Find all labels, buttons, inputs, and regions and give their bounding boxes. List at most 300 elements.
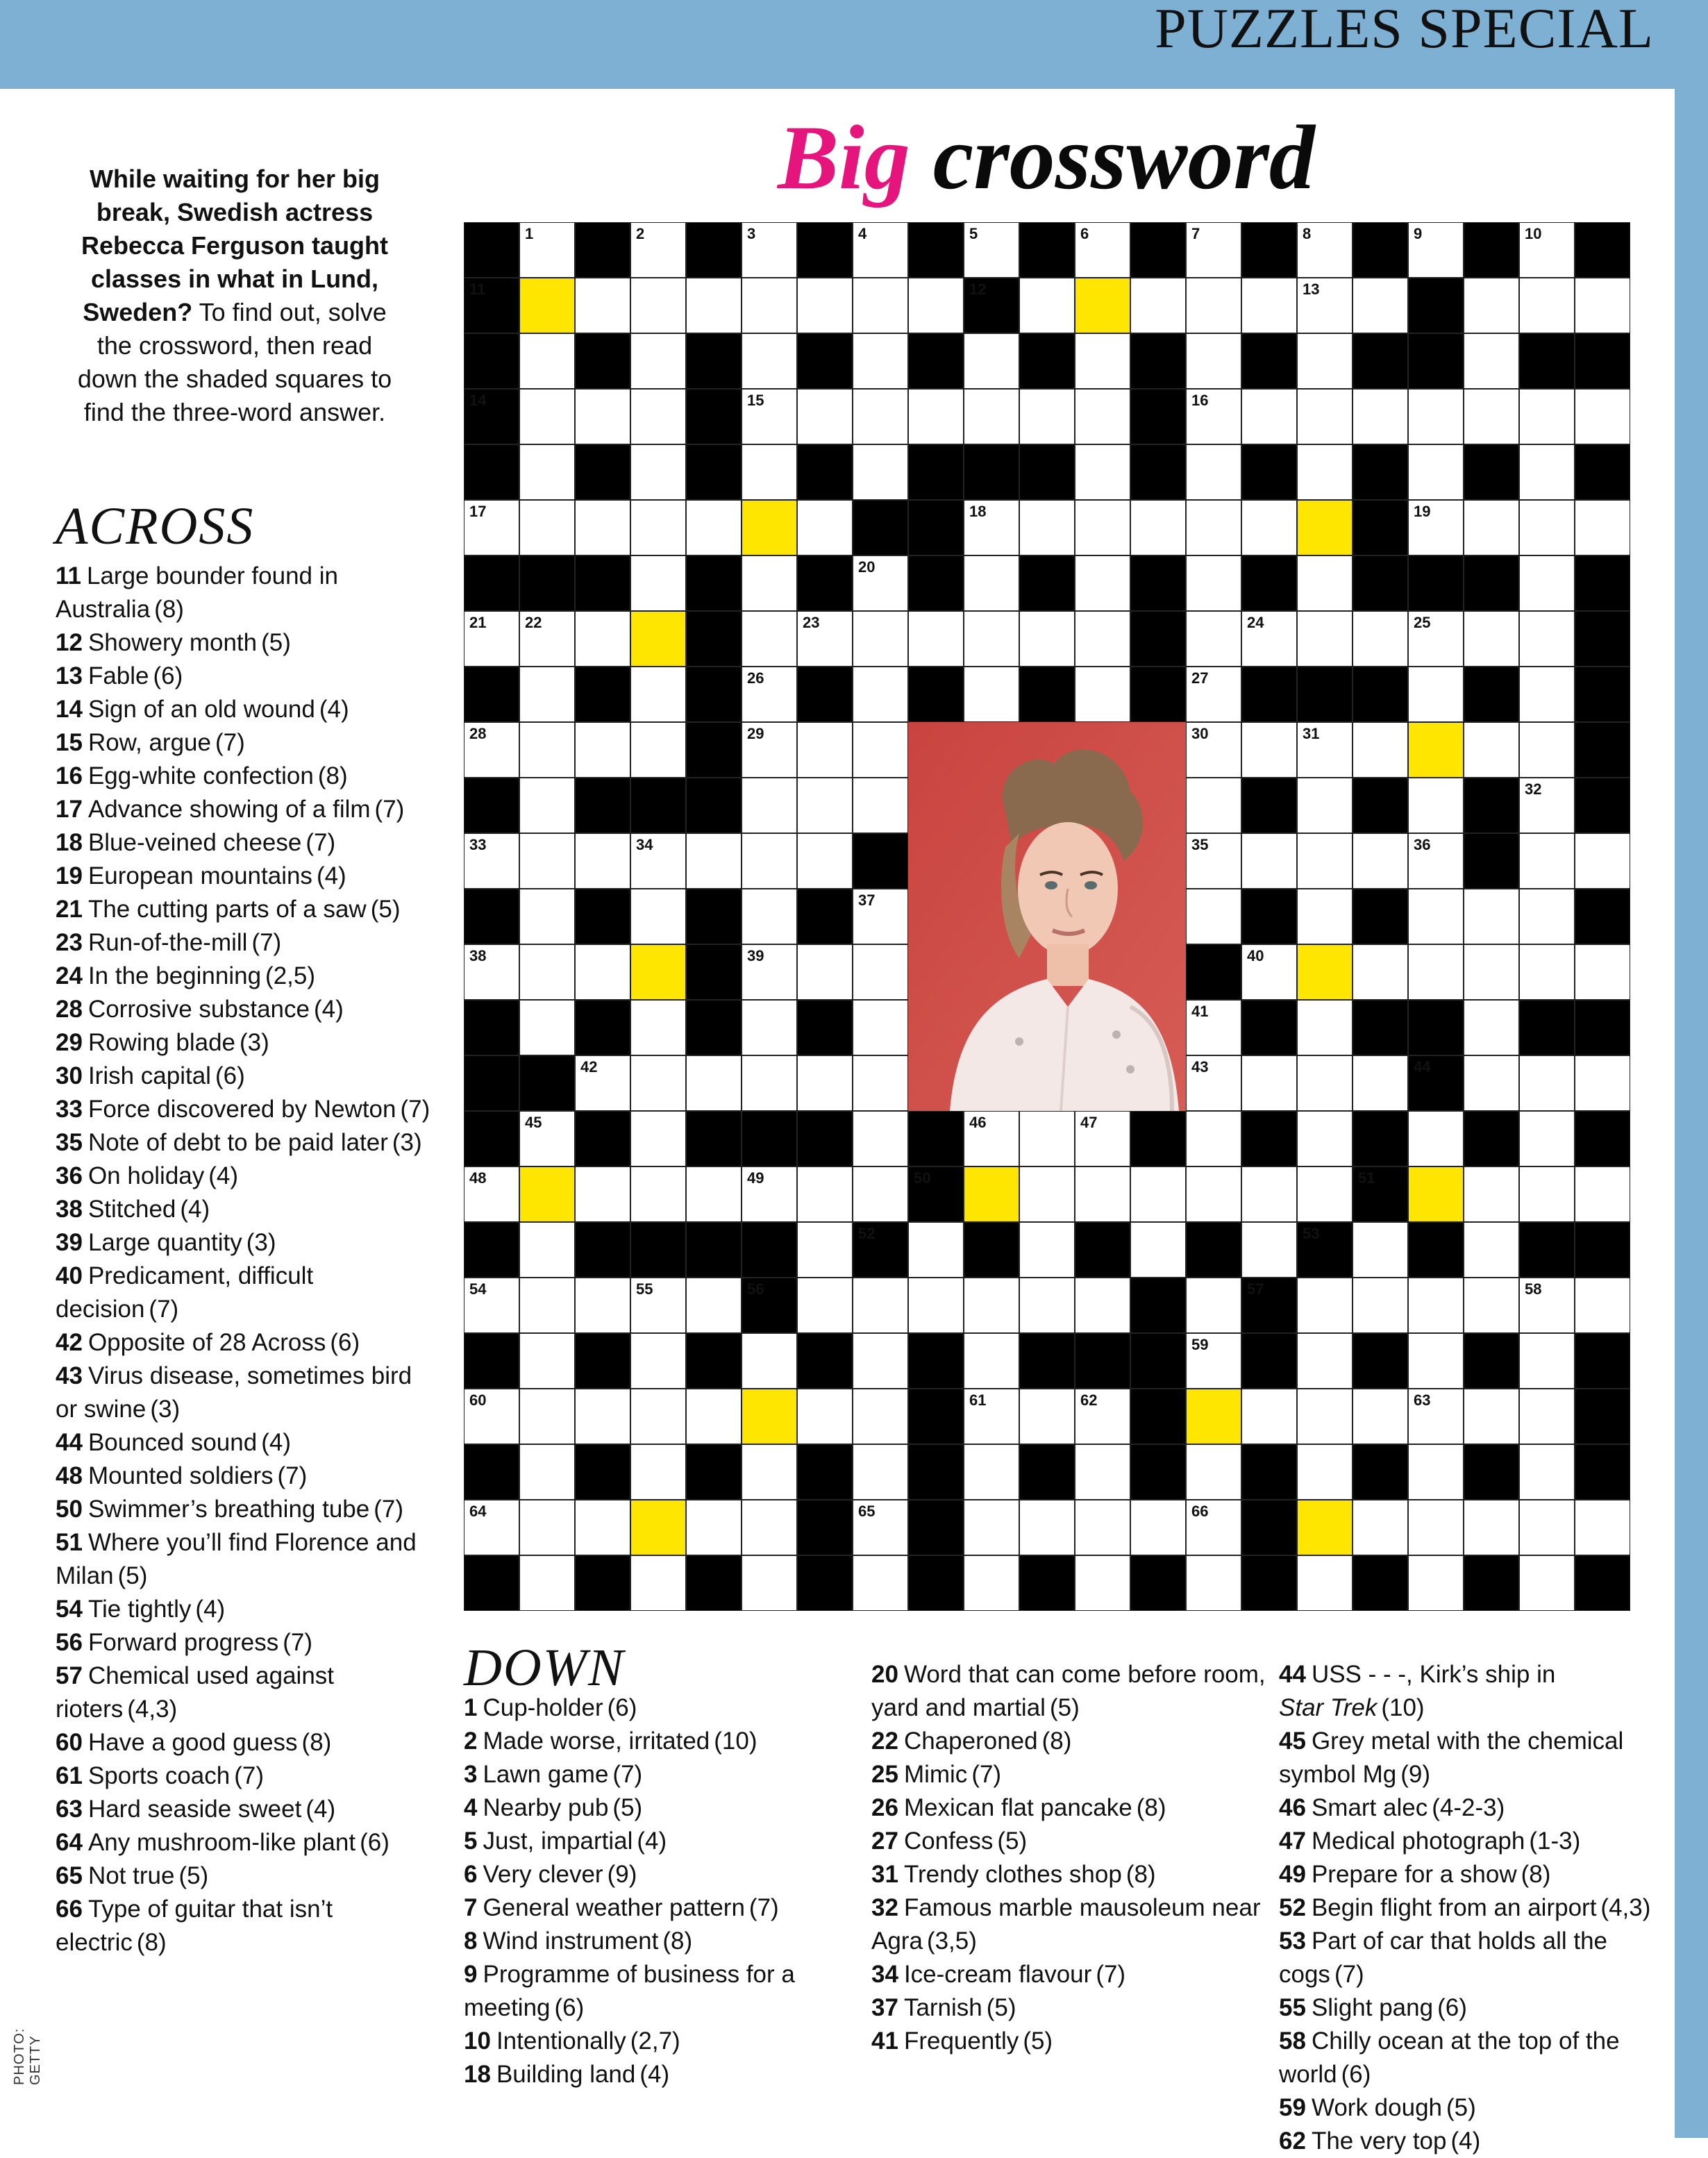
across-clue-list — [56, 560, 430, 1959]
clue-text: Word that can come before room, yard and martial — [871, 1661, 1266, 1721]
clue-number-label: 55 — [636, 1280, 653, 1298]
grid-cell[interactable] — [1130, 1222, 1186, 1278]
clue-text: Chaperoned — [903, 1728, 1038, 1755]
grid-cell[interactable] — [853, 1166, 908, 1222]
grid-cell[interactable] — [519, 1333, 575, 1389]
clue-enumeration: (4) — [316, 862, 346, 889]
grid-cell[interactable] — [519, 722, 575, 778]
grid-cell[interactable] — [1297, 833, 1353, 889]
grid-cell[interactable] — [742, 778, 797, 833]
grid-cell[interactable] — [1353, 389, 1408, 444]
grid-cell[interactable] — [1297, 1111, 1353, 1166]
grid-cell[interactable] — [742, 1555, 797, 1611]
grid-cell[interactable] — [686, 500, 742, 555]
grid-block — [1575, 889, 1630, 944]
grid-cell[interactable] — [1464, 1500, 1519, 1555]
clue-enumeration: (5) — [117, 1562, 148, 1589]
grid-cell[interactable] — [908, 1222, 964, 1278]
grid-cell[interactable] — [1519, 444, 1575, 500]
grid-cell[interactable] — [853, 444, 908, 500]
grid-cell[interactable] — [575, 1389, 630, 1444]
grid-cell[interactable] — [853, 333, 908, 389]
grid-cell[interactable] — [1075, 500, 1130, 555]
clue-number-label: 57 — [1247, 1280, 1264, 1298]
grid-cell[interactable] — [1241, 1166, 1297, 1222]
grid-cell[interactable] — [1575, 1166, 1630, 1222]
grid-cell[interactable] — [1519, 944, 1575, 1000]
grid-cell[interactable] — [1186, 1555, 1241, 1611]
grid-cell[interactable] — [1297, 611, 1353, 667]
clue-number: 43 — [56, 1362, 83, 1389]
grid-cell[interactable] — [575, 722, 630, 778]
grid-cell[interactable] — [1464, 1389, 1519, 1444]
grid-cell[interactable] — [853, 1555, 908, 1611]
clue-text: Slight pang — [1311, 1994, 1434, 2021]
grid-cell[interactable] — [853, 778, 908, 833]
clue-item — [56, 860, 430, 893]
grid-cell[interactable] — [1186, 1444, 1241, 1500]
grid-cell[interactable] — [519, 667, 575, 722]
grid-block — [908, 555, 964, 611]
grid-cell[interactable] — [1408, 1278, 1464, 1333]
grid-cell[interactable] — [575, 1500, 630, 1555]
grid-cell[interactable] — [630, 667, 686, 722]
grid-cell[interactable] — [1297, 555, 1353, 611]
grid-cell[interactable] — [1408, 389, 1464, 444]
grid-cell[interactable] — [1464, 889, 1519, 944]
grid-cell[interactable] — [1297, 1389, 1353, 1444]
grid-cell[interactable] — [1464, 1222, 1519, 1278]
grid-cell[interactable] — [1464, 278, 1519, 333]
grid-cell[interactable] — [853, 667, 908, 722]
grid-cell[interactable] — [1353, 1500, 1408, 1555]
grid-cell[interactable] — [742, 1444, 797, 1500]
grid-cell[interactable] — [1464, 1000, 1519, 1055]
grid-cell-shaded[interactable] — [1075, 278, 1130, 333]
clue-item — [871, 1858, 1274, 1891]
grid-cell[interactable] — [1075, 1500, 1130, 1555]
grid-cell[interactable] — [1186, 444, 1241, 500]
clue-number-label: 19 — [1414, 503, 1431, 520]
grid-cell[interactable] — [1297, 1333, 1353, 1389]
grid-cell[interactable] — [1297, 333, 1353, 389]
grid-cell[interactable] — [630, 1000, 686, 1055]
grid-cell[interactable] — [1353, 1278, 1408, 1333]
grid-cell[interactable] — [575, 833, 630, 889]
grid-cell[interactable] — [1519, 1055, 1575, 1111]
grid-cell[interactable] — [1408, 667, 1464, 722]
grid-cell[interactable] — [1297, 778, 1353, 833]
grid-cell-shaded[interactable] — [1297, 1500, 1353, 1555]
grid-cell[interactable] — [1575, 1278, 1630, 1333]
grid-cell[interactable] — [1464, 1055, 1519, 1111]
grid-cell[interactable] — [1130, 1500, 1186, 1555]
clue-number-label: 43 — [1191, 1058, 1209, 1076]
grid-cell[interactable] — [1408, 444, 1464, 500]
grid-cell[interactable] — [1464, 944, 1519, 1000]
grid-cell[interactable] — [964, 333, 1019, 389]
grid-cell[interactable] — [1019, 278, 1075, 333]
grid-cell[interactable] — [1130, 278, 1186, 333]
grid-cell[interactable] — [1297, 444, 1353, 500]
grid-cell[interactable] — [797, 833, 853, 889]
grid-cell[interactable] — [797, 1222, 853, 1278]
grid-cell[interactable] — [630, 1389, 686, 1444]
grid-cell[interactable] — [1519, 611, 1575, 667]
grid-cell[interactable] — [630, 1111, 686, 1166]
grid-cell[interactable] — [630, 389, 686, 444]
grid-cell[interactable] — [853, 611, 908, 667]
grid-cell[interactable] — [1241, 722, 1297, 778]
grid-cell[interactable] — [908, 1278, 964, 1333]
grid-cell[interactable] — [853, 389, 908, 444]
grid-cell[interactable] — [630, 1055, 686, 1111]
grid-cell-shaded[interactable] — [1408, 1166, 1464, 1222]
grid-block — [742, 1222, 797, 1278]
grid-cell[interactable] — [1075, 1555, 1130, 1611]
grid-cell[interactable] — [1519, 278, 1575, 333]
grid-cell[interactable] — [853, 944, 908, 1000]
grid-cell[interactable] — [1019, 500, 1075, 555]
clue-number-label: 42 — [580, 1058, 598, 1076]
grid-cell[interactable] — [1408, 1333, 1464, 1389]
grid-cell[interactable] — [1519, 1333, 1575, 1389]
grid-cell-shaded[interactable] — [1297, 500, 1353, 555]
grid-cell[interactable] — [1408, 944, 1464, 1000]
grid-cell[interactable] — [1464, 1166, 1519, 1222]
grid-cell[interactable] — [630, 722, 686, 778]
grid-cell[interactable] — [1130, 500, 1186, 555]
grid-cell[interactable] — [1464, 722, 1519, 778]
clue-number: 25 — [871, 1761, 898, 1788]
grid-cell[interactable] — [575, 500, 630, 555]
grid-cell[interactable] — [742, 1500, 797, 1555]
grid-cell[interactable] — [630, 889, 686, 944]
grid-cell[interactable] — [742, 833, 797, 889]
grid-cell[interactable] — [1241, 389, 1297, 444]
grid-cell[interactable] — [1075, 333, 1130, 389]
grid-cell[interactable] — [1241, 1055, 1297, 1111]
grid-cell[interactable] — [1075, 1278, 1130, 1333]
grid-cell[interactable] — [1186, 1111, 1241, 1166]
grid-cell[interactable] — [519, 1222, 575, 1278]
grid-block — [1130, 1111, 1186, 1166]
grid-cell[interactable] — [1075, 1166, 1130, 1222]
grid-cell[interactable] — [575, 1278, 630, 1333]
clue-item — [464, 2058, 866, 2091]
grid-block — [1130, 667, 1186, 722]
grid-cell[interactable] — [1464, 333, 1519, 389]
clue-number-label: 23 — [803, 614, 820, 631]
grid-cell[interactable] — [519, 1000, 575, 1055]
grid-cell[interactable] — [1519, 1111, 1575, 1166]
clue-text: Row, argue — [87, 729, 211, 756]
grid-cell[interactable] — [1075, 667, 1130, 722]
grid-cell[interactable] — [1519, 889, 1575, 944]
grid-cell[interactable] — [1575, 500, 1630, 555]
grid-cell[interactable] — [1241, 500, 1297, 555]
grid-cell[interactable] — [519, 778, 575, 833]
grid-cell[interactable] — [630, 1166, 686, 1222]
grid-cell[interactable] — [1519, 555, 1575, 611]
grid-cell[interactable] — [1297, 1278, 1353, 1333]
clue-item — [56, 1793, 430, 1826]
grid-cell[interactable] — [1408, 1500, 1464, 1555]
grid-cell[interactable] — [853, 1111, 908, 1166]
grid-cell[interactable] — [630, 1333, 686, 1389]
grid-cell[interactable] — [686, 1389, 742, 1444]
grid-cell[interactable] — [853, 722, 908, 778]
grid-cell[interactable] — [1464, 389, 1519, 444]
grid-cell[interactable] — [1408, 778, 1464, 833]
grid-cell[interactable] — [1075, 555, 1130, 611]
grid-cell[interactable] — [519, 389, 575, 444]
grid-cell[interactable] — [575, 611, 630, 667]
grid-cell[interactable] — [686, 1500, 742, 1555]
grid-cell[interactable] — [1464, 500, 1519, 555]
grid-cell[interactable] — [1241, 833, 1297, 889]
grid-cell[interactable] — [1297, 889, 1353, 944]
grid-cell[interactable] — [1130, 1166, 1186, 1222]
grid-cell[interactable] — [797, 1055, 853, 1111]
grid-cell[interactable] — [1353, 1055, 1408, 1111]
grid-cell[interactable] — [1519, 722, 1575, 778]
grid-cell[interactable] — [742, 278, 797, 333]
grid-cell[interactable] — [742, 444, 797, 500]
grid-cell[interactable] — [797, 1166, 853, 1222]
grid-cell[interactable] — [742, 333, 797, 389]
grid-cell[interactable] — [1408, 889, 1464, 944]
grid-cell[interactable] — [519, 833, 575, 889]
grid-cell-shaded[interactable] — [630, 1500, 686, 1555]
grid-cell-shaded[interactable] — [742, 1389, 797, 1444]
grid-cell[interactable] — [1241, 1222, 1297, 1278]
clue-text: Predicament, difficult decision — [56, 1262, 314, 1323]
grid-cell[interactable] — [908, 278, 964, 333]
grid-cell[interactable] — [630, 1555, 686, 1611]
grid-cell[interactable] — [908, 389, 964, 444]
grid-cell[interactable] — [1575, 278, 1630, 333]
grid-cell[interactable] — [1353, 833, 1408, 889]
grid-cell[interactable] — [1297, 389, 1353, 444]
grid-cell[interactable] — [1519, 1555, 1575, 1611]
grid-cell[interactable] — [797, 944, 853, 1000]
grid-cell[interactable] — [1241, 1389, 1297, 1444]
grid-cell[interactable] — [1353, 611, 1408, 667]
grid-cell[interactable] — [964, 667, 1019, 722]
grid-cell[interactable] — [797, 389, 853, 444]
grid-cell[interactable] — [964, 555, 1019, 611]
grid-cell[interactable] — [1519, 1166, 1575, 1222]
grid-cell[interactable] — [519, 944, 575, 1000]
clue-number: 5 — [464, 1827, 478, 1855]
grid-cell[interactable] — [519, 500, 575, 555]
grid-cell[interactable] — [797, 500, 853, 555]
grid-block — [1408, 555, 1464, 611]
clue-enumeration: (3) — [150, 1396, 181, 1423]
grid-cell[interactable] — [964, 389, 1019, 444]
grid-cell[interactable] — [1019, 389, 1075, 444]
grid-cell[interactable] — [742, 1333, 797, 1389]
grid-cell[interactable] — [1519, 833, 1575, 889]
grid-cell[interactable] — [519, 1389, 575, 1444]
grid-cell[interactable] — [1297, 1444, 1353, 1500]
grid-block — [464, 1333, 519, 1389]
grid-cell[interactable] — [1519, 389, 1575, 444]
grid-cell[interactable] — [686, 278, 742, 333]
grid-cell[interactable] — [575, 944, 630, 1000]
grid-cell[interactable] — [853, 1055, 908, 1111]
grid-block — [1241, 1500, 1297, 1555]
grid-cell[interactable] — [853, 1389, 908, 1444]
grid-cell[interactable] — [1019, 1500, 1075, 1555]
grid-cell[interactable] — [1575, 944, 1630, 1000]
grid-cell[interactable] — [742, 611, 797, 667]
grid-cell[interactable] — [1464, 611, 1519, 667]
grid-block — [1019, 222, 1075, 278]
grid-cell[interactable] — [519, 1444, 575, 1500]
grid-block — [797, 889, 853, 944]
grid-cell[interactable] — [1075, 611, 1130, 667]
grid-cell[interactable] — [1575, 389, 1630, 444]
grid-cell[interactable] — [1019, 1278, 1075, 1333]
clue-text: Made worse, irritated — [483, 1728, 710, 1755]
grid-cell[interactable] — [1241, 278, 1297, 333]
grid-cell[interactable] — [1019, 1111, 1075, 1166]
grid-cell[interactable] — [1353, 278, 1408, 333]
grid-cell[interactable] — [797, 1389, 853, 1444]
grid-cell[interactable] — [686, 1166, 742, 1222]
grid-cell[interactable] — [742, 889, 797, 944]
grid-cell-shaded[interactable] — [1408, 722, 1464, 778]
grid-cell[interactable] — [1186, 1166, 1241, 1222]
grid-cell[interactable] — [853, 1444, 908, 1500]
grid-cell[interactable] — [742, 555, 797, 611]
grid-cell[interactable] — [1075, 1444, 1130, 1500]
grid-cell[interactable] — [1186, 333, 1241, 389]
clue-enumeration: (7) — [234, 1762, 264, 1789]
grid-cell[interactable] — [853, 1278, 908, 1333]
grid-cell[interactable] — [630, 500, 686, 555]
grid-cell-shaded[interactable] — [630, 611, 686, 667]
grid-block — [1241, 1333, 1297, 1389]
grid-cell[interactable] — [1519, 667, 1575, 722]
grid-cell[interactable] — [964, 1278, 1019, 1333]
grid-cell[interactable] — [1575, 833, 1630, 889]
grid-cell[interactable] — [1408, 1444, 1464, 1500]
grid-cell[interactable] — [1075, 389, 1130, 444]
grid-cell[interactable] — [1408, 1111, 1464, 1166]
grid-cell[interactable] — [575, 389, 630, 444]
grid-cell[interactable] — [742, 1055, 797, 1111]
grid-cell[interactable] — [964, 611, 1019, 667]
grid-cell[interactable] — [1019, 1166, 1075, 1222]
grid-cell[interactable] — [686, 833, 742, 889]
grid-cell[interactable] — [686, 1278, 742, 1333]
grid-cell[interactable] — [519, 1500, 575, 1555]
grid-cell[interactable] — [1519, 1389, 1575, 1444]
grid-cell[interactable] — [1519, 1500, 1575, 1555]
grid-cell[interactable] — [797, 722, 853, 778]
grid-cell[interactable] — [1297, 1166, 1353, 1222]
clue-text: Programme of business for a meeting — [464, 1961, 795, 2021]
grid-cell[interactable] — [630, 333, 686, 389]
grid-cell[interactable] — [964, 1555, 1019, 1611]
grid-cell[interactable] — [964, 1444, 1019, 1500]
grid-cell[interactable] — [630, 555, 686, 611]
grid-cell[interactable] — [686, 1055, 742, 1111]
grid-cell[interactable] — [1297, 1000, 1353, 1055]
grid-cell[interactable] — [1186, 555, 1241, 611]
grid-cell[interactable] — [853, 1333, 908, 1389]
grid-cell[interactable] — [964, 1333, 1019, 1389]
grid-cell-shaded[interactable] — [964, 1166, 1019, 1222]
grid-cell[interactable] — [630, 1444, 686, 1500]
grid-cell[interactable] — [1464, 1278, 1519, 1333]
grid-cell[interactable] — [908, 611, 964, 667]
grid-cell[interactable] — [630, 444, 686, 500]
grid-cell-shaded[interactable] — [1186, 1389, 1241, 1444]
grid-cell[interactable] — [797, 778, 853, 833]
grid-cell[interactable] — [1353, 1389, 1408, 1444]
grid-cell[interactable] — [1186, 778, 1241, 833]
grid-cell[interactable] — [519, 1278, 575, 1333]
grid-cell[interactable] — [853, 1000, 908, 1055]
grid-cell[interactable] — [1575, 1055, 1630, 1111]
grid-cell[interactable] — [1186, 611, 1241, 667]
grid-cell[interactable] — [797, 1278, 853, 1333]
grid-cell[interactable] — [964, 1500, 1019, 1555]
grid-cell[interactable] — [519, 333, 575, 389]
grid-cell[interactable] — [1519, 1444, 1575, 1500]
clue-number: 45 — [1279, 1728, 1306, 1755]
grid-cell[interactable] — [1186, 278, 1241, 333]
grid-cell[interactable] — [575, 1166, 630, 1222]
grid-cell[interactable] — [1186, 1278, 1241, 1333]
grid-cell[interactable] — [797, 278, 853, 333]
grid-cell[interactable] — [1019, 611, 1075, 667]
clue-enumeration: (7) — [374, 1496, 404, 1523]
grid-cell[interactable] — [1186, 889, 1241, 944]
grid-block — [464, 1555, 519, 1611]
grid-cell[interactable] — [1353, 1222, 1408, 1278]
grid-cell[interactable] — [1408, 1555, 1464, 1611]
grid-cell-shaded[interactable] — [519, 1166, 575, 1222]
grid-cell[interactable] — [1575, 1500, 1630, 1555]
grid-cell[interactable] — [1019, 1222, 1075, 1278]
grid-cell[interactable] — [1297, 1555, 1353, 1611]
grid-cell-shaded[interactable] — [519, 278, 575, 333]
grid-cell[interactable] — [519, 889, 575, 944]
grid-cell-shaded[interactable] — [630, 944, 686, 1000]
grid-cell[interactable] — [1186, 500, 1241, 555]
grid-cell[interactable] — [742, 1000, 797, 1055]
grid-cell-shaded[interactable] — [1297, 944, 1353, 1000]
grid-cell[interactable] — [1297, 1055, 1353, 1111]
grid-cell[interactable] — [1353, 944, 1408, 1000]
grid-cell[interactable] — [1075, 444, 1130, 500]
grid-cell[interactable] — [630, 278, 686, 333]
grid-cell[interactable] — [1353, 722, 1408, 778]
grid-cell[interactable] — [519, 444, 575, 500]
grid-block — [908, 500, 964, 555]
grid-cell[interactable] — [519, 1555, 575, 1611]
grid-cell[interactable] — [575, 278, 630, 333]
grid-cell[interactable] — [1019, 1389, 1075, 1444]
grid-cell[interactable] — [1519, 500, 1575, 555]
grid-cell[interactable] — [853, 278, 908, 333]
grid-cell-shaded[interactable] — [742, 500, 797, 555]
